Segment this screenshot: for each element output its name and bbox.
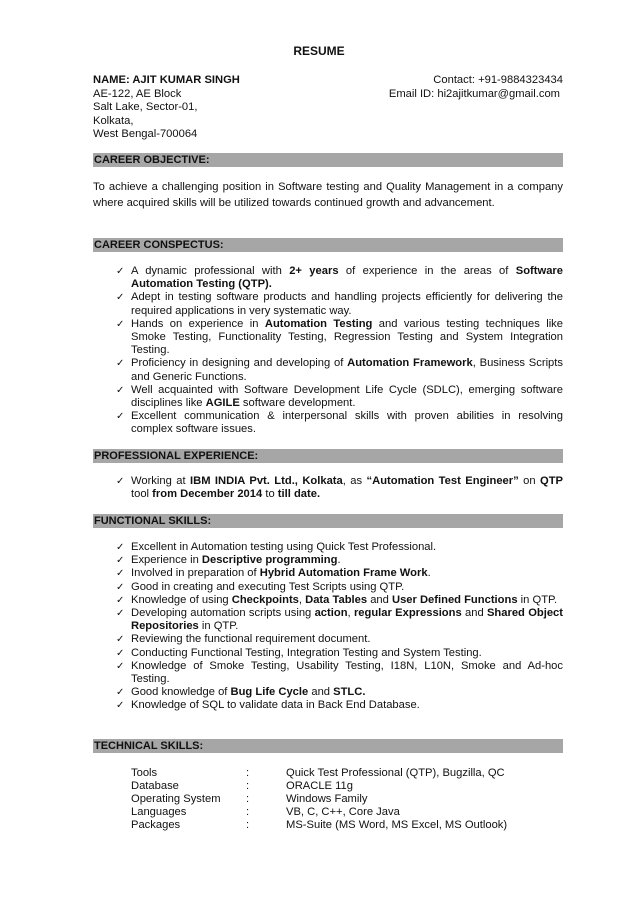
tech-row (131, 806, 507, 819)
technical-skills-table (131, 767, 507, 832)
list-item: ✓ Well acquainted with Software Development Life Cycle (SDLC), emerging software disciplines like AGILE software development. (116, 383, 563, 410)
checkmark-icon: ✓ (116, 358, 125, 370)
checkmark-icon: ✓ (116, 647, 125, 659)
list-item: ✓ Experience in Descriptive programming. (116, 554, 341, 567)
list-item: ✓ Working at IBM INDIA Pvt. Ltd., Kolkata, as “Automation Test Engineer” on QTP tool from December 2014 to till date. (116, 475, 563, 501)
checkmark-icon: ✓ (116, 581, 125, 593)
experience-list (118, 475, 563, 501)
section-header-conspectus: CAREER CONSPECTUS: (93, 238, 563, 252)
checkmark-icon: ✓ (116, 266, 125, 277)
checkmark-icon: ✓ (116, 700, 125, 712)
list-item: ✓ Proficiency in designing and developing of Automation Framework, Business Scripts and Generic Functions. (116, 357, 563, 383)
checkmark-icon: ✓ (116, 292, 125, 304)
tech-row (131, 767, 507, 780)
checkmark-icon: ✓ (116, 384, 125, 396)
list-item: ✓ Good knowledge of Bug Life Cycle and STLC. (116, 686, 366, 699)
list-item: ✓ Knowledge of using Checkpoints, Data Tables and User Defined Functions in QTP. (116, 593, 558, 606)
contact-block (93, 74, 563, 142)
section-header-technical: TECHNICAL SKILLS: (93, 739, 563, 753)
list-item: ✓ Hands on experience in Automation Testing and various testing techniques like Smoke Testing, Functionality Testing, Regression Testing and System Integration Testing. (116, 317, 563, 357)
list-item: ✓ Excellent in Automation testing using Quick Test Professional. (116, 541, 437, 553)
list-item: ✓ Knowledge of SQL to validate data in Back End Database. (116, 699, 420, 712)
checkmark-icon: ✓ (116, 634, 125, 646)
objective-text: To achieve a challenging position in Software testing and Quality Management in a company where acquired skills will be utilized towards continued growth and advancement. (93, 181, 563, 209)
section-header-objective: CAREER OBJECTIVE: (93, 153, 563, 167)
address-line: AE-122, AE Block (93, 87, 182, 100)
candidate-name: NAME: AJIT KUMAR SINGH (93, 74, 240, 86)
tech-colon: : (246, 793, 250, 806)
tech-key: Database (131, 780, 179, 793)
checkmark-icon: ✓ (116, 608, 125, 620)
tech-value: Windows Family (286, 793, 368, 806)
checkmark-icon: ✓ (116, 687, 125, 699)
tech-colon: : (246, 806, 250, 819)
list-item: ✓ Involved in preparation of Hybrid Automation Frame Work. (116, 567, 431, 580)
tech-value: Quick Test Professional (QTP), Bugzilla, QC (286, 767, 505, 779)
conspectus-list (118, 265, 563, 437)
address-line: Salt Lake, Sector-01, (93, 101, 198, 113)
checkmark-icon: ✓ (116, 660, 125, 672)
section-header-experience: PROFESSIONAL EXPERIENCE: (93, 449, 563, 463)
tech-row (131, 780, 507, 793)
tech-key: Operating System (131, 793, 221, 806)
checkmark-icon: ✓ (116, 594, 125, 606)
checkmark-icon: ✓ (116, 555, 125, 567)
tech-colon: : (246, 819, 250, 832)
address-line: West Bengal-700064 (93, 128, 198, 140)
checkmark-icon: ✓ (116, 318, 125, 330)
tech-row (131, 793, 507, 806)
list-item: ✓ Reviewing the functional requirement document. (116, 633, 371, 646)
checkmark-icon: ✓ (116, 476, 125, 487)
section-header-functional: FUNCTIONAL SKILLS: (93, 514, 563, 528)
contact-email: Email ID: hi2ajitkumar@gmail.com (388, 87, 560, 100)
tech-key: Tools (131, 767, 158, 779)
contact-phone: Contact: +91-9884323434 (433, 74, 563, 86)
tech-colon: : (246, 780, 250, 793)
tech-key: Packages (131, 819, 181, 832)
list-item: ✓ Adept in testing software products and handling projects efficiently for delivering the required applications in very systematic way. (116, 291, 563, 317)
list-item: ✓ Conducting Functional Testing, Integration Testing and System Testing. (116, 646, 482, 659)
address-line: Kolkata, (93, 114, 134, 127)
checkmark-icon: ✓ (116, 411, 125, 423)
tech-value: MS-Suite (MS Word, MS Excel, MS Outlook) (286, 819, 508, 832)
list-item: ✓ Good in creating and executing Test Scripts using QTP. (116, 580, 405, 593)
checkmark-icon: ✓ (116, 542, 125, 553)
list-item: ✓ Developing automation scripts using action, regular Expressions and Shared Object Repositories in QTP. (116, 607, 564, 633)
tech-key: Languages (131, 806, 187, 819)
list-item: ✓ Excellent communication & interpersonal skills with proven abilities in resolving complex software issues. (116, 410, 563, 436)
list-item: ✓ A dynamic professional with 2+ years of experience in the areas of Software Automation Testing (QTP). (116, 265, 564, 291)
tech-colon: : (246, 767, 250, 779)
tech-value: VB, C, C++, Core Java (286, 806, 400, 819)
tech-row (131, 819, 507, 832)
checkmark-icon: ✓ (116, 568, 125, 580)
list-item: ✓ Knowledge of Smoke Testing, Usability Testing, I18N, L10N, Smoke and Ad-hoc Testing. (116, 659, 563, 686)
page-title: RESUME (293, 44, 345, 58)
functional-skills-list (118, 541, 563, 713)
tech-value: ORACLE 11g (286, 780, 353, 793)
